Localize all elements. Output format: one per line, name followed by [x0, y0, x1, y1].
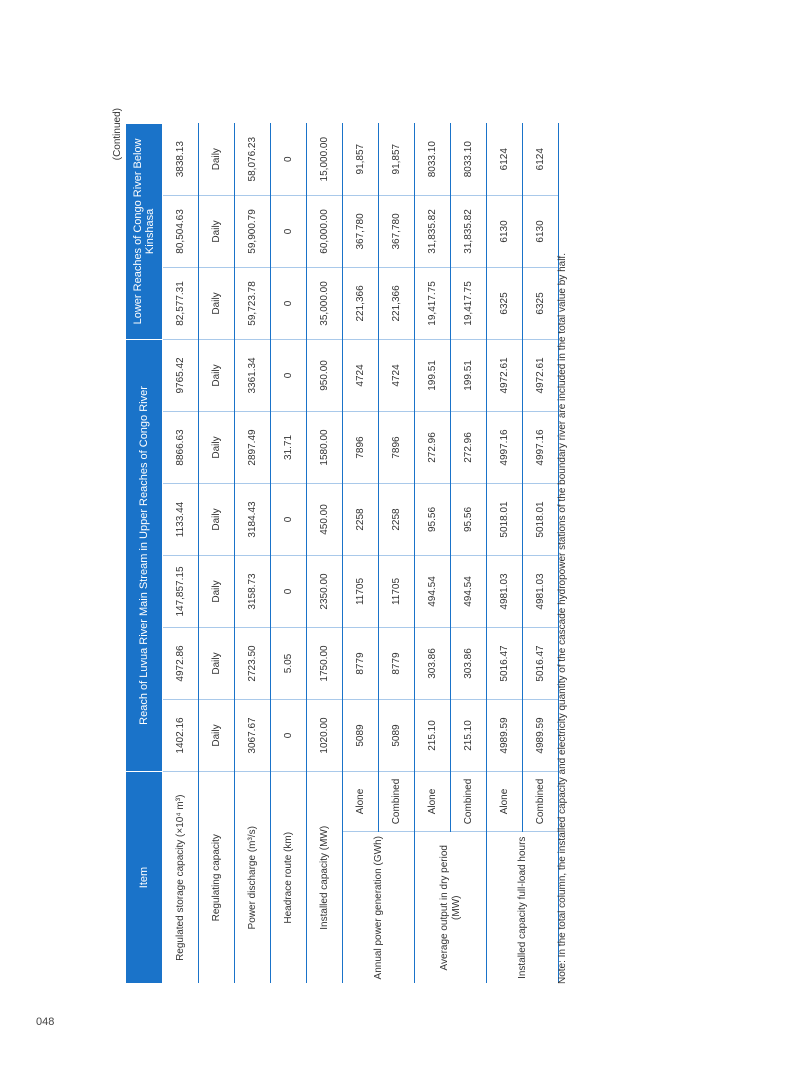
- table-cell: Daily: [199, 700, 235, 772]
- row-label: Installed capacity (MW): [307, 772, 343, 984]
- table-cell: 0: [271, 195, 307, 267]
- table-cell: 0: [271, 700, 307, 772]
- table-cell: Daily: [199, 195, 235, 267]
- table-cell: 221,366: [343, 267, 379, 339]
- table-cell: 5089: [343, 700, 379, 772]
- table-cell: 0: [271, 267, 307, 339]
- row-sublabel: Alone: [415, 772, 451, 832]
- table-cell: 0: [271, 339, 307, 411]
- table-cell: 5.05: [271, 628, 307, 700]
- table-cell: 11705: [379, 556, 415, 628]
- table-row: [235, 123, 271, 983]
- table-cell: Daily: [199, 412, 235, 484]
- table-cell: 6130: [523, 195, 559, 267]
- table-row: [271, 123, 307, 983]
- row-label: Regulated storage capacity (×10⁴ m³): [163, 772, 199, 984]
- table-cell: 19,417.75: [415, 267, 451, 339]
- table-row: [487, 123, 523, 983]
- table-cell: 199.51: [451, 339, 487, 411]
- table-cell: Daily: [199, 267, 235, 339]
- table-cell: 91,857: [343, 123, 379, 195]
- table-cell: 9765.42: [163, 339, 199, 411]
- table-row: [307, 123, 343, 983]
- table-cell: 4989.59: [487, 700, 523, 772]
- table-cell: 6124: [523, 123, 559, 195]
- table-cell: 5089: [379, 700, 415, 772]
- table-cell: 450.00: [307, 484, 343, 556]
- table-cell: 8033.10: [451, 123, 487, 195]
- row-label: Annual power generation (GWh): [343, 832, 415, 984]
- table-cell: 3184.43: [235, 484, 271, 556]
- table-cell: 7896: [379, 412, 415, 484]
- table-cell: 5016.47: [487, 628, 523, 700]
- table-cell: 1133.44: [163, 484, 199, 556]
- table-row: [343, 123, 379, 983]
- row-sublabel: Combined: [379, 772, 415, 832]
- row-label: Regulating capacity: [199, 772, 235, 984]
- table-cell: 4981.03: [523, 556, 559, 628]
- header-lower-reaches: Lower Reaches of Congo River Below Kinshasa: [126, 123, 163, 339]
- row-sublabel: Combined: [523, 772, 559, 832]
- table-cell: 367,780: [343, 195, 379, 267]
- header-item: Item: [126, 772, 163, 984]
- table-cell: Daily: [199, 123, 235, 195]
- table-cell: 4972.86: [163, 628, 199, 700]
- table-cell: 4997.16: [523, 412, 559, 484]
- row-label: Installed capacity full-load hours: [487, 832, 559, 984]
- table-cell: 82,577.31: [163, 267, 199, 339]
- table-cell: 2258: [379, 484, 415, 556]
- table-cell: 1402.16: [163, 700, 199, 772]
- table-cell: 272.96: [415, 412, 451, 484]
- table-cell: 367,780: [379, 195, 415, 267]
- table-note: Note: In the total column, the installed capacity and electricity quantity of the cascade hydropower stations of the boundary river are included in the total value by half.: [557, 253, 568, 984]
- row-label: Headrace route (km): [271, 772, 307, 984]
- header-upper-reaches: Reach of Luvua River Main Stream in Upper Reaches of Congo River: [126, 339, 163, 771]
- table-cell: 31,835.82: [415, 195, 451, 267]
- table-cell: 6130: [487, 195, 523, 267]
- table-cell: 31.71: [271, 412, 307, 484]
- table-cell: 80,504.63: [163, 195, 199, 267]
- table-cell: 2723.50: [235, 628, 271, 700]
- table-cell: 4724: [379, 339, 415, 411]
- table-cell: 59,723.78: [235, 267, 271, 339]
- table-cell: 3067.67: [235, 700, 271, 772]
- table-cell: 4997.16: [487, 412, 523, 484]
- table-cell: Daily: [199, 628, 235, 700]
- page-number: 048: [36, 1016, 55, 1028]
- table-cell: 95.56: [415, 484, 451, 556]
- table-cell: 6325: [523, 267, 559, 339]
- table-cell: 31,835.82: [451, 195, 487, 267]
- table-cell: 8033.10: [415, 123, 451, 195]
- row-sublabel: Alone: [487, 772, 523, 832]
- table-cell: 3361.34: [235, 339, 271, 411]
- table-cell: 2258: [343, 484, 379, 556]
- table-cell: 4972.61: [523, 339, 559, 411]
- table-cell: 494.54: [451, 556, 487, 628]
- table-cell: 1750.00: [307, 628, 343, 700]
- table-cell: 1580.00: [307, 412, 343, 484]
- table-cell: 35,000.00: [307, 267, 343, 339]
- table-cell: 95.56: [451, 484, 487, 556]
- table-cell: 7896: [343, 412, 379, 484]
- table-cell: 15,000.00: [307, 123, 343, 195]
- table-cell: 147,857.15: [163, 556, 199, 628]
- table-cell: 494.54: [415, 556, 451, 628]
- table-cell: 11705: [343, 556, 379, 628]
- table-cell: Daily: [199, 484, 235, 556]
- row-sublabel: Combined: [451, 772, 487, 832]
- table-cell: 19,417.75: [451, 267, 487, 339]
- table-cell: 8779: [379, 628, 415, 700]
- table-cell: 215.10: [451, 700, 487, 772]
- table-cell: 2897.49: [235, 412, 271, 484]
- row-label: Average output in dry period (MW): [415, 832, 487, 984]
- table-cell: 8866.63: [163, 412, 199, 484]
- table-cell: 6124: [487, 123, 523, 195]
- table-cell: 6325: [487, 267, 523, 339]
- table-cell: 272.96: [451, 412, 487, 484]
- table-cell: 0: [271, 484, 307, 556]
- table-cell: 303.86: [415, 628, 451, 700]
- table-cell: 3838.13: [163, 123, 199, 195]
- table-cell: 303.86: [451, 628, 487, 700]
- row-sublabel: Alone: [343, 772, 379, 832]
- table-cell: Daily: [199, 556, 235, 628]
- table-cell: 59,900.79: [235, 195, 271, 267]
- continued-label: (Continued): [112, 108, 123, 161]
- rotated-table-page: [112, 108, 571, 984]
- table-cell: 60,000.00: [307, 195, 343, 267]
- table-row: [199, 123, 235, 983]
- table-cell: Daily: [199, 339, 235, 411]
- table-cell: 215.10: [415, 700, 451, 772]
- table-cell: 221,366: [379, 267, 415, 339]
- table-cell: 5016.47: [523, 628, 559, 700]
- row-label: Power discharge (m³/s): [235, 772, 271, 984]
- table-cell: 199.51: [415, 339, 451, 411]
- table-cell: 4972.61: [487, 339, 523, 411]
- data-table: [125, 123, 559, 984]
- table-cell: 58,076.23: [235, 123, 271, 195]
- table-cell: 3158.73: [235, 556, 271, 628]
- table-cell: 8779: [343, 628, 379, 700]
- table-cell: 2350.00: [307, 556, 343, 628]
- table-cell: 0: [271, 123, 307, 195]
- table-row: [163, 123, 199, 983]
- table-cell: 0: [271, 556, 307, 628]
- table-cell: 5018.01: [523, 484, 559, 556]
- table-cell: 1020.00: [307, 700, 343, 772]
- table-row: [415, 123, 451, 983]
- table-cell: 4981.03: [487, 556, 523, 628]
- table-cell: 91,857: [379, 123, 415, 195]
- table-cell: 950.00: [307, 339, 343, 411]
- table-cell: 5018.01: [487, 484, 523, 556]
- table-cell: 4989.59: [523, 700, 559, 772]
- table-cell: 4724: [343, 339, 379, 411]
